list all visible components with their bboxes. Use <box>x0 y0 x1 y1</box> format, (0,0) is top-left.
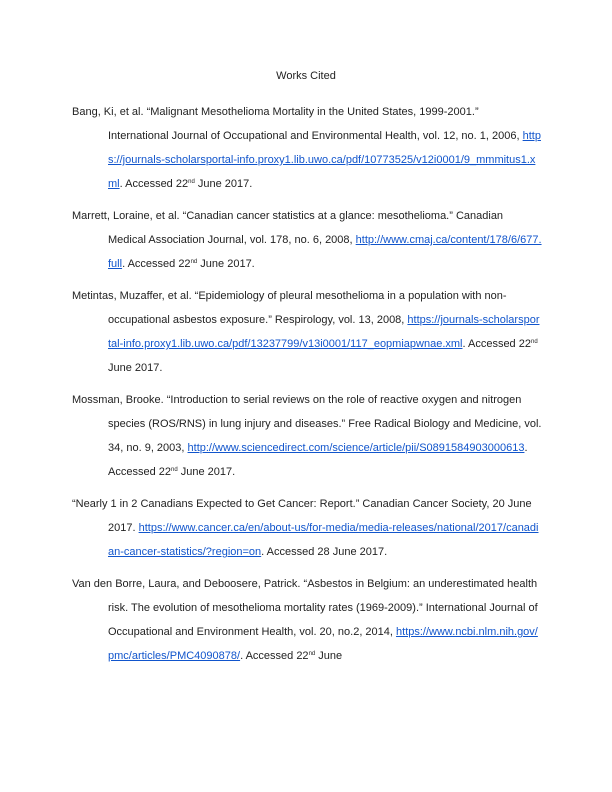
citation-accessed: . Accessed 22 <box>119 178 189 190</box>
citation-entry <box>72 388 542 484</box>
citation-accessed-date: June 2017. <box>197 258 255 270</box>
citation-link[interactable]: https://www.cancer.ca/en/about-us/for-media/media-releases/national/2017/canadian-cancer-statistics/?region=on <box>108 522 539 558</box>
page-title: Works Cited <box>276 70 336 82</box>
citation-entry <box>72 204 542 276</box>
citation-accessed-suffix: nd <box>188 179 195 185</box>
citation-entry <box>72 572 542 668</box>
citation-accessed: . Accessed 22 <box>108 442 528 478</box>
citation-text: Van den Borre, Laura, and Deboosere, Patrick. “Asbestos in Belgium: an underestimated health risk. The evolution of mesothelioma mortality rates (1969-2009).” International Journal of Occupational and Environment Health, vol. 20, no.2, 2014, <box>72 578 538 638</box>
citation-accessed-date: June 2017. <box>177 466 236 478</box>
citation-accessed: . Accessed 22 <box>462 338 531 350</box>
citation-link[interactable]: https://www.ncbi.nlm.nih.gov/pmc/articles/PMC4090878/ <box>108 626 538 662</box>
works-cited-list <box>72 100 542 676</box>
citation-entry <box>72 100 542 196</box>
citation-text: Metintas, Muzaffer, et al. “Epidemiology of pleural mesothelioma in a population with non-occupational asbestos exposure.” Respirology, vol. 13, 2008, <box>72 290 507 326</box>
citation-accessed-suffix: nd <box>308 651 316 657</box>
citation-accessed-date: June <box>315 650 343 662</box>
citation-accessed-suffix: nd <box>190 259 198 265</box>
citation-accessed-suffix: nd <box>170 467 178 473</box>
citation-link[interactable]: http://www.sciencedirect.com/science/article/pii/S0891584903000613 <box>187 442 525 454</box>
citation-text: Bang, Ki, et al. “Malignant Mesothelioma Mortality in the United States, 1999-2001.” International Journal of Occupational and Environmental Health, vol. 12, no. 1, 2006, <box>72 106 523 142</box>
citation-accessed: . Accessed 28 June 2017. <box>261 546 388 558</box>
citation-link[interactable]: https://journals-scholarsportal-info.proxy1.lib.uwo.ca/pdf/13237799/v13i0001/117_eopmiapwnae.xml <box>108 314 540 350</box>
citation-text: Mossman, Brooke. “Introduction to serial reviews on the role of reactive oxygen and nitrogen species (ROS/RNS) in lung injury and diseases.” Free Radical Biology and Medicine, vol. 34, no. 9, 2003, <box>72 394 542 454</box>
citation-accessed-suffix: nd <box>530 339 538 345</box>
citation-link[interactable]: https://journals-scholarsportal-info.proxy1.lib.uwo.ca/pdf/10773525/v12i0001/9_mmmitus1.xml <box>108 130 541 190</box>
citation-text: Marrett, Loraine, et al. “Canadian cancer statistics at a glance: mesothelioma.” Canadian Medical Association Journal, vol. 178, no. 6, 2008, <box>72 210 504 246</box>
citation-link[interactable]: http://www.cmaj.ca/content/178/6/677.full <box>108 234 542 270</box>
citation-entry <box>72 492 542 564</box>
citation-accessed: . Accessed 22 <box>122 258 191 270</box>
citation-accessed: . Accessed 22 <box>240 650 309 662</box>
citation-text: “Nearly 1 in 2 Canadians Expected to Get Cancer: Report.” Canadian Cancer Society, 20 June 2017. <box>72 498 532 534</box>
citation-entry <box>72 284 542 380</box>
citation-accessed-date: June 2017. <box>194 178 253 190</box>
citation-accessed-date: June 2017. <box>108 362 163 374</box>
